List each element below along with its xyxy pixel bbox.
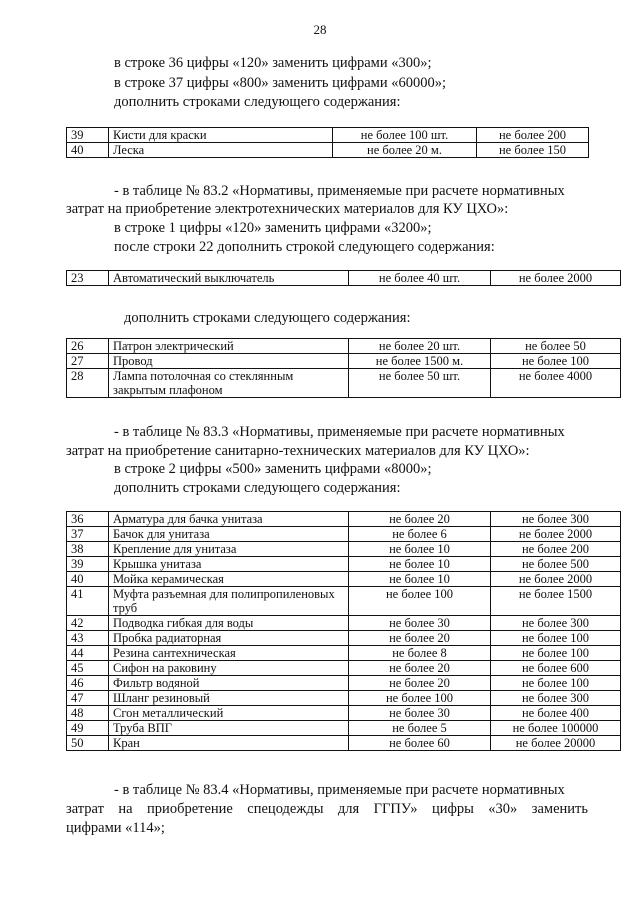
row-number: 46 (67, 676, 109, 691)
price-limit: не более 500 (491, 557, 621, 572)
price-limit: не более 100 (491, 354, 621, 369)
table-row (67, 271, 621, 286)
section3-line-3: в строке 2 цифры «500» заменить цифрами «8000»; (114, 461, 432, 477)
table-row (67, 661, 621, 676)
row-number: 47 (67, 691, 109, 706)
quantity-limit: не более 20 (349, 676, 491, 691)
row-number: 44 (67, 646, 109, 661)
item-name: Провод (109, 354, 349, 369)
section3-line-2: затрат на приобретение санитарно-технических материалов для КУ ЦХО»: (66, 443, 530, 459)
item-name: Бачок для унитаза (109, 527, 349, 542)
quantity-limit: не более 1500 м. (349, 354, 491, 369)
row-number: 49 (67, 721, 109, 736)
row-number: 40 (67, 572, 109, 587)
item-name: Крышка унитаза (109, 557, 349, 572)
price-limit: не более 20000 (491, 736, 621, 751)
row-number: 45 (67, 661, 109, 676)
quantity-limit: не более 20 (349, 661, 491, 676)
price-limit: не более 300 (491, 512, 621, 527)
table-row (67, 369, 621, 398)
quantity-limit: не более 10 (349, 542, 491, 557)
price-limit: не более 300 (491, 691, 621, 706)
row-number: 23 (67, 271, 109, 286)
table-row (67, 691, 621, 706)
section4-line-3: цифрами «114»; (66, 820, 165, 836)
quantity-limit: не более 20 (349, 631, 491, 646)
price-limit: не более 300 (491, 616, 621, 631)
intro-line-1: в строке 36 цифры «120» заменить цифрами «300»; (114, 55, 432, 71)
add-lines-label: дополнить строками следующего содержания: (124, 310, 411, 326)
row-number: 36 (67, 512, 109, 527)
intro-line-3: дополнить строками следующего содержания: (114, 94, 401, 110)
row-number: 42 (67, 616, 109, 631)
table-2 (66, 270, 621, 286)
table-4 (66, 511, 621, 751)
row-number: 28 (67, 369, 109, 398)
section2-line-2: затрат на приобретение электротехнических материалов для КУ ЦХО»: (66, 201, 509, 217)
table-row (67, 572, 621, 587)
row-number: 50 (67, 736, 109, 751)
quantity-limit: не более 8 (349, 646, 491, 661)
table-3 (66, 338, 621, 398)
row-number: 39 (67, 557, 109, 572)
price-limit: не более 100000 (491, 721, 621, 736)
table-row (67, 587, 621, 616)
section3-line-4: дополнить строками следующего содержания: (114, 480, 401, 496)
row-number: 48 (67, 706, 109, 721)
item-name: Мойка керамическая (109, 572, 349, 587)
table-row (67, 721, 621, 736)
table-row (67, 542, 621, 557)
row-number: 39 (67, 128, 109, 143)
price-limit: не более 2000 (491, 572, 621, 587)
item-name: Автоматический выключатель (109, 271, 349, 286)
quantity-limit: не более 50 шт. (349, 369, 491, 398)
quantity-limit: не более 10 (349, 557, 491, 572)
section4-line-2: затрат на приобретение спецодежды для ГГПУ» цифры «30» заменить (66, 801, 588, 817)
price-limit: не более 100 (491, 631, 621, 646)
table-row (67, 557, 621, 572)
table-row (67, 354, 621, 369)
item-name: Резина сантехническая (109, 646, 349, 661)
quantity-limit: не более 60 (349, 736, 491, 751)
item-name: Шланг резиновый (109, 691, 349, 706)
price-limit: не более 2000 (491, 271, 621, 286)
quantity-limit: не более 30 (349, 706, 491, 721)
row-number: 43 (67, 631, 109, 646)
price-limit: не более 50 (491, 339, 621, 354)
price-limit: не более 100 (491, 646, 621, 661)
table-row (67, 736, 621, 751)
table-row (67, 527, 621, 542)
quantity-limit: не более 20 м. (333, 143, 477, 158)
section3-line-1: - в таблице № 83.3 «Нормативы, применяемые при расчете нормативных (114, 424, 565, 440)
item-name: Сифон на раковину (109, 661, 349, 676)
item-name: Арматура для бачка унитаза (109, 512, 349, 527)
section4-line-1: - в таблице № 83.4 «Нормативы, применяемые при расчете нормативных (114, 782, 565, 798)
quantity-limit: не более 100 (349, 691, 491, 706)
price-limit: не более 200 (491, 542, 621, 557)
quantity-limit: не более 20 (349, 512, 491, 527)
row-number: 38 (67, 542, 109, 557)
price-limit: не более 150 (477, 143, 589, 158)
item-name: Кран (109, 736, 349, 751)
item-name: Труба ВПГ (109, 721, 349, 736)
quantity-limit: не более 10 (349, 572, 491, 587)
section2-line-1: - в таблице № 83.2 «Нормативы, применяемые при расчете нормативных (114, 183, 565, 199)
item-name: Пробка радиаторная (109, 631, 349, 646)
price-limit: не более 600 (491, 661, 621, 676)
item-name: Сгон металлический (109, 706, 349, 721)
table-1 (66, 127, 589, 158)
table-row (67, 143, 589, 158)
row-number: 41 (67, 587, 109, 616)
table-row (67, 676, 621, 691)
row-number: 27 (67, 354, 109, 369)
table-row (67, 339, 621, 354)
section2-line-4: после строки 22 дополнить строкой следующего содержания: (114, 239, 495, 255)
row-number: 26 (67, 339, 109, 354)
price-limit: не более 200 (477, 128, 589, 143)
row-number: 37 (67, 527, 109, 542)
quantity-limit: не более 100 (349, 587, 491, 616)
item-name: Лампа потолочная со стеклянным закрытым плафоном (109, 369, 349, 398)
item-name: Муфта разъемная для полипропиленовых труб (109, 587, 349, 616)
item-name: Подводка гибкая для воды (109, 616, 349, 631)
item-name: Фильтр водяной (109, 676, 349, 691)
price-limit: не более 2000 (491, 527, 621, 542)
table-row (67, 128, 589, 143)
price-limit: не более 4000 (491, 369, 621, 398)
intro-line-2: в строке 37 цифры «800» заменить цифрами «60000»; (114, 75, 447, 91)
quantity-limit: не более 6 (349, 527, 491, 542)
page-number: 28 (313, 22, 327, 37)
quantity-limit: не более 20 шт. (349, 339, 491, 354)
table-row (67, 646, 621, 661)
price-limit: не более 1500 (491, 587, 621, 616)
price-limit: не более 100 (491, 676, 621, 691)
section2-line-3: в строке 1 цифры «120» заменить цифрами «3200»; (114, 220, 432, 236)
table-row (67, 631, 621, 646)
item-name: Кисти для краски (109, 128, 333, 143)
table-row (67, 512, 621, 527)
table-row (67, 616, 621, 631)
item-name: Крепление для унитаза (109, 542, 349, 557)
quantity-limit: не более 30 (349, 616, 491, 631)
quantity-limit: не более 100 шт. (333, 128, 477, 143)
table-row (67, 706, 621, 721)
row-number: 40 (67, 143, 109, 158)
item-name: Леска (109, 143, 333, 158)
quantity-limit: не более 5 (349, 721, 491, 736)
price-limit: не более 400 (491, 706, 621, 721)
item-name: Патрон электрический (109, 339, 349, 354)
quantity-limit: не более 40 шт. (349, 271, 491, 286)
